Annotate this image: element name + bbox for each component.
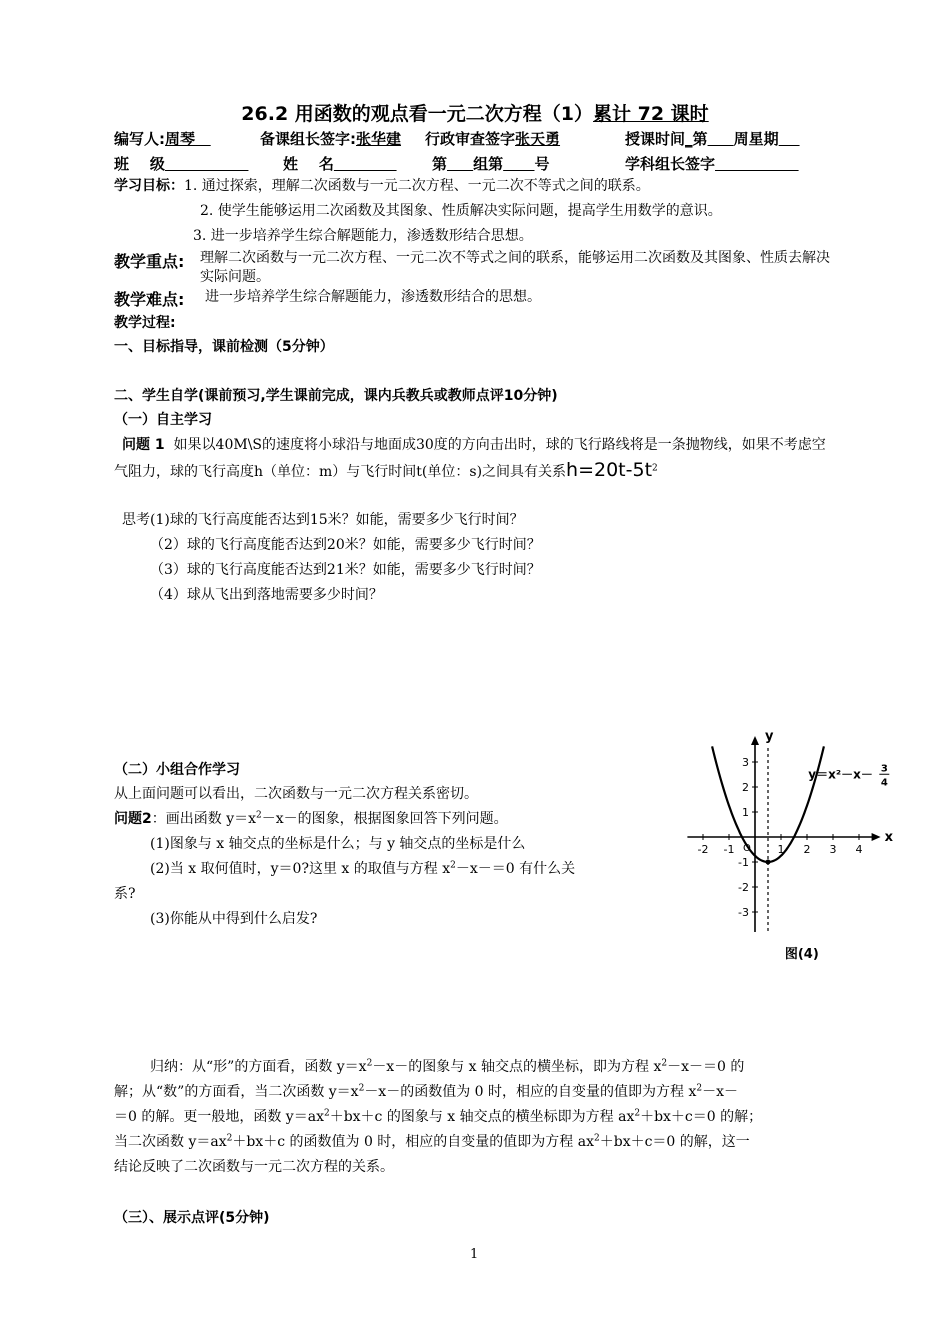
header-group-leader: 备课组长签字:张华建 [260,130,402,148]
y-tick-label: -1 [738,856,749,869]
objectives [114,174,650,199]
objective-item: 2. 使学生能够运用二次函数及其图象、性质解决实际问题，提高学生用数学的意识。 [200,203,722,219]
summary-line: 解；从“数”的方面看，当二次函数 $y=x^2-x-$的函数值为 0 时，相应的自变量的值即为方程 $x^2-x-$ [114,1083,739,1100]
difficulty-label: 教学难点: [114,290,185,309]
title-main: 26.2 用函数的观点看一元二次方程（1） [241,103,594,125]
admin-name: 张天勇 [515,130,561,148]
group-leader-name: 张华建 [356,130,402,148]
problem-2-q2-cont: 系? [114,886,136,902]
page-title [0,99,950,126]
equation-frac-num: 3 [880,763,888,775]
header-group-no: 第 组第 号 [432,155,550,173]
key-point-text: 理解二次函数与一元二次方程、一元二次不等式之间的联系，能够运用二次函数及其图象、性质去解决实际问题。 [200,250,830,285]
x-tick-label: 4 [855,843,863,856]
process-label: 教学过程: [114,315,176,331]
header-name: 姓 名 [283,155,334,173]
think-question: （2）球的飞行高度能否达到20米？如能，需要多少飞行时间？ [150,537,541,553]
problem-1: 问题 1 如果以40M\S的速度将小球沿与地面成30度的方向击出时，球的飞行路线将是一条抛物线，如果不考虑空气阻力，球的飞行高度h（单位：m）与飞行时间t(单位：s)之间具有关系$h=20t-5t^2$ [114,437,826,481]
section-1-heading: 一、目标指导，课前检测（5分钟） [114,339,334,355]
summary-line: 结论反映了二次函数与一元二次方程的关系。 [114,1159,394,1175]
problem-2: 问题2：画出函数 $y=x^2-x-$的图象，根据图象回答下列问题。 [114,810,508,827]
parabola-graph [660,725,910,970]
title-cumulative: 累计 72 课时 [593,103,709,125]
y-tick-label: -2 [738,881,749,894]
problem-2-label: 问题2 [114,811,152,827]
x-tick-label: -1 [723,843,735,856]
difficulty-text: 进一步培养学生综合解题能力，渗透数形结合的思想。 [205,289,541,305]
summary-line: 当二次函数 $y=ax^2+bx+c$ 的函数值为 0 时，相应的自变量的值即为方程 $ax^2+bx+c=0$ 的解，这一 [114,1133,750,1150]
y-tick-label: 2 [742,781,749,794]
sub-2-heading: （二）小组合作学习 [114,762,240,778]
sub-3-heading: （三）、展示点评(5分钟) [114,1210,270,1226]
x-axis-label: x [884,830,893,845]
sub-1-heading: （一）自主学习 [114,412,212,428]
objective-item: 3. 进一步培养学生综合解题能力，渗透数形结合思想。 [193,228,533,244]
think-question: （4）球从飞出到落地需要多少时间？ [150,587,383,603]
objectives-label: 学习目标： [114,178,184,194]
y-axis-arrow [751,736,759,745]
page-number: 1 [470,1247,479,1262]
author-name: 周琴 [165,130,196,148]
equation-label: y＝x²－x－ [808,767,873,782]
header-teach-time: 授课时间_第 周星期 [625,130,779,148]
section-2-heading: 二、学生自学(课前预习,学生课前完成，课内兵教兵或教师点评10分钟) [114,388,558,404]
header-subject-leader: 学科组长签字 [625,155,716,173]
y-tick-label: 3 [742,756,749,769]
summary-line: 归纳：从“形”的方面看，函数 $y=x^2-x-$的图象与 x 轴交点的横坐标，即为方程 $x^2-x-=0$ 的 [150,1058,745,1075]
y-axis-label: y [765,729,774,744]
figure-caption: 图(4) [784,947,819,962]
x-tick-label: -2 [697,843,709,856]
problem-2-q1: (1)图象与 x 轴交点的坐标是什么；与 y 轴交点的坐标是什么 [150,836,526,852]
objective-item: 1. 通过探索，理解二次函数与一元二次方程、一元二次不等式之间的联系。 [184,178,650,194]
problem-1-formula: h=20t-5t [566,459,653,481]
think-question: （3）球的飞行高度能否达到21米？如能，需要多少飞行时间？ [150,562,541,578]
coop-intro: 从上面问题可以看出，二次函数与一元二次方程关系密切。 [114,786,478,802]
y-tick-label: 1 [742,806,749,819]
summary-line: ＝0 的解。更一般地，函数 $y=ax^2+bx+c$ 的图象与 x 轴交点的横坐标即为方程 $ax^2+bx+c=0$ 的解； [114,1108,763,1125]
header-admin: 行政审查签字张天勇 [425,130,561,148]
header-class: 班 级 [114,155,165,173]
problem-2-q3: (3)你能从中得到什么启发? [150,911,318,927]
vertex-point [766,860,771,865]
x-tick-label: 1 [777,843,785,856]
think-question: 思考(1)球的飞行高度能否达到15米？如能，需要多少飞行时间？ [122,512,524,528]
header-author: 编写人:周琴 [114,130,196,148]
x-tick-label: 2 [803,843,811,856]
origin-label: O [743,843,751,854]
problem-1-label: 问题 1 [122,437,165,453]
problem-2-q2: (2)当 x 取何值时，y＝0?这里 x 的取值与方程 $x^2-x-=0$ 有什么关 [150,860,576,877]
y-tick-label: -3 [738,906,749,919]
equation-frac-den: 4 [880,777,888,789]
x-axis-arrow [872,833,881,841]
x-tick-label: 3 [829,843,837,856]
key-point-label: 教学重点: [114,252,185,271]
